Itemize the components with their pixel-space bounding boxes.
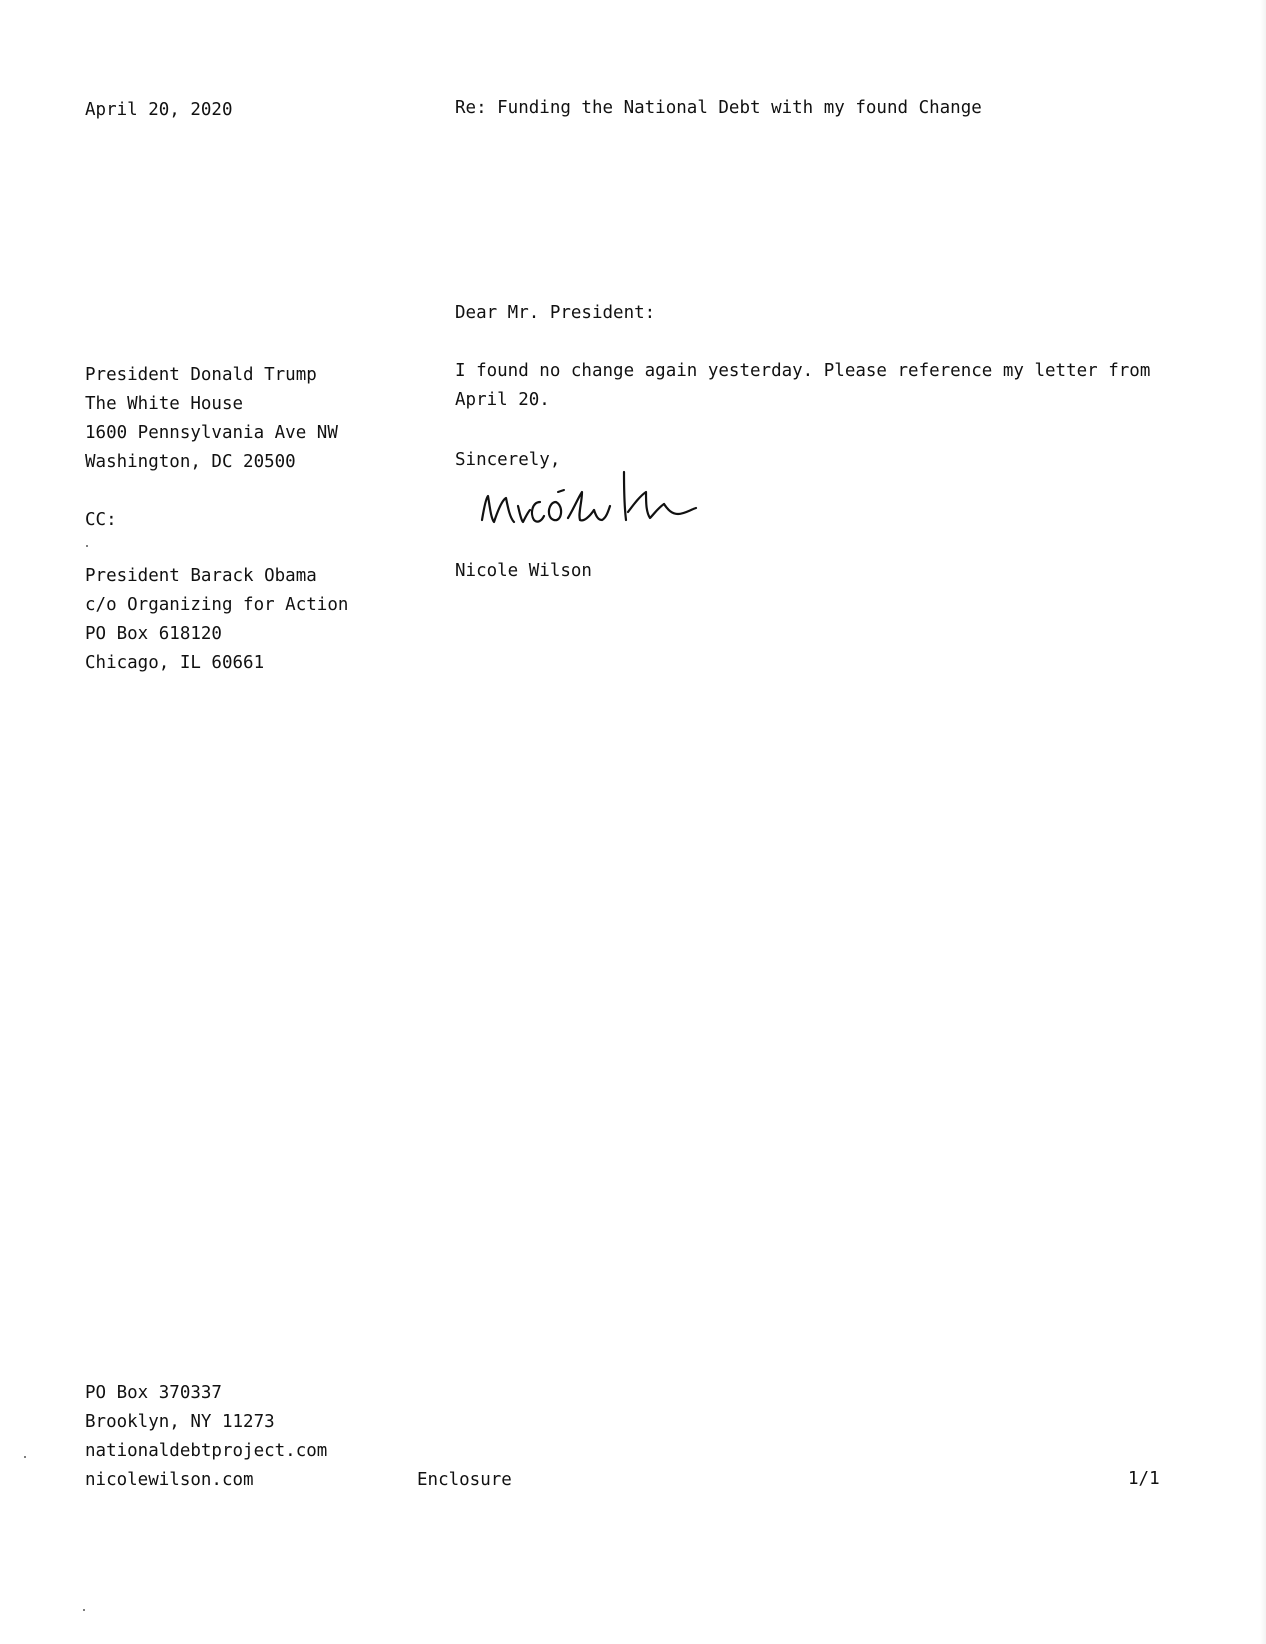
letter-body bbox=[455, 357, 1150, 415]
page-number: 1/1 bbox=[1128, 1469, 1160, 1489]
cc-line: c/o Organizing for Action bbox=[85, 595, 349, 615]
cc-label: CC: bbox=[85, 510, 117, 530]
letter-subject: Re: Funding the National Debt with my found Change bbox=[455, 98, 982, 118]
body-line: April 20. bbox=[455, 390, 550, 410]
recipient-line: President Donald Trump bbox=[85, 365, 317, 385]
enclosure-note: Enclosure bbox=[417, 1470, 512, 1490]
sender-line: nationaldebtproject.com bbox=[85, 1441, 328, 1461]
letter-date: April 20, 2020 bbox=[85, 100, 233, 120]
cc-address bbox=[85, 562, 348, 678]
scan-speck bbox=[83, 1609, 85, 1611]
sender-line: Brooklyn, NY 11273 bbox=[85, 1412, 275, 1432]
sender-address bbox=[85, 1379, 327, 1495]
handwritten-signature bbox=[478, 468, 728, 538]
signature-name: Nicole Wilson bbox=[455, 561, 592, 581]
sender-line: nicolewilson.com bbox=[85, 1470, 254, 1490]
scan-speck bbox=[86, 545, 88, 547]
closing: Sincerely, bbox=[455, 450, 561, 470]
recipient-line: Washington, DC 20500 bbox=[85, 452, 296, 472]
body-line: I found no change again yesterday. Please reference my letter from bbox=[455, 361, 1151, 381]
cc-line: PO Box 618120 bbox=[85, 624, 222, 644]
scan-speck bbox=[24, 1456, 26, 1458]
cc-line: Chicago, IL 60661 bbox=[85, 653, 265, 673]
recipient-line: 1600 Pennsylvania Ave NW bbox=[85, 423, 338, 443]
salutation: Dear Mr. President: bbox=[455, 303, 656, 323]
recipient-address bbox=[85, 361, 338, 477]
recipient-line: The White House bbox=[85, 394, 244, 414]
cc-line: President Barack Obama bbox=[85, 566, 317, 586]
scan-edge-shadow bbox=[1260, 0, 1266, 1644]
sender-line: PO Box 370337 bbox=[85, 1383, 222, 1403]
